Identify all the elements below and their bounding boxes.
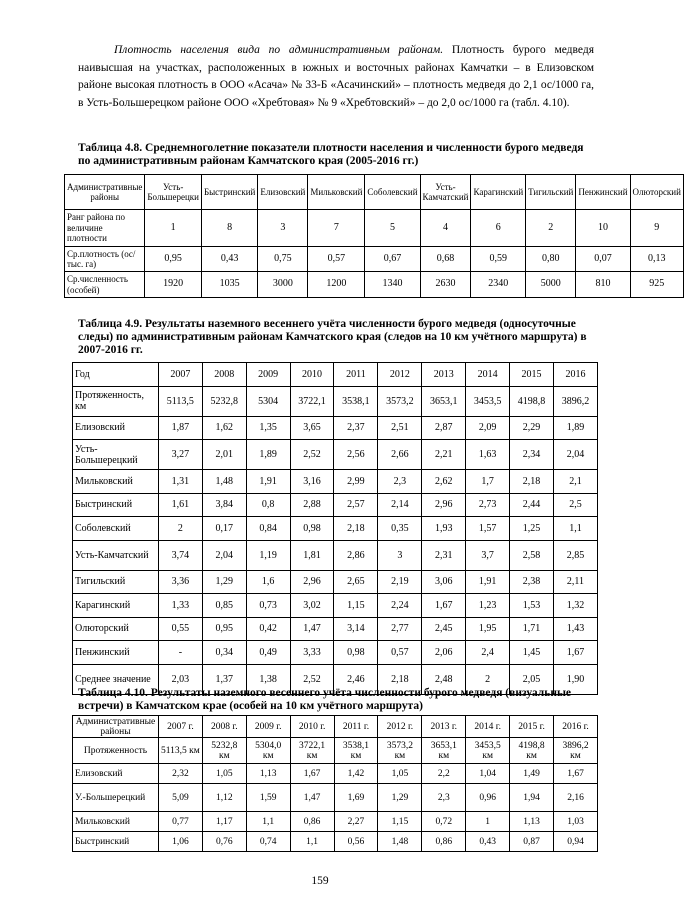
table-row <box>65 272 684 298</box>
table-row <box>65 210 684 247</box>
table-4-8-header-cell: Усть-Камчатский <box>420 175 471 210</box>
table-cell: 0,98 <box>334 641 378 665</box>
table-cell: 5 <box>365 210 420 247</box>
table-row <box>65 247 684 272</box>
table-cell: 6 <box>471 210 526 247</box>
table-row <box>73 812 598 832</box>
table-cell: 1,62 <box>202 416 246 440</box>
table-cell: 1,15 <box>334 594 378 618</box>
table-cell: 2,18 <box>334 517 378 541</box>
table-cell: 2,11 <box>554 570 598 594</box>
table-cell: 1,32 <box>554 594 598 618</box>
table-cell: 1,47 <box>290 617 334 641</box>
table-cell: 3453,5 <box>466 386 510 416</box>
table-cell: 1,29 <box>378 784 422 812</box>
table-4-8-header-cell: Олюторский <box>630 175 683 210</box>
table-cell: 1,04 <box>466 764 510 784</box>
table-cell: 0,43 <box>466 832 510 852</box>
table-cell: 3653,1 <box>422 386 466 416</box>
table-cell: 1,37 <box>202 664 246 694</box>
table-cell: 2,38 <box>510 570 554 594</box>
table-cell: 2,05 <box>510 664 554 694</box>
table-4-8-header-cell: Елизовский <box>258 175 308 210</box>
table-4-8-header-cell: Соболевский <box>365 175 420 210</box>
table-4-9-caption: Таблица 4.9. Результаты наземного весеннего учёта численности бурого медведя (односуточные следы) по административным районам Камчатского края (следов на 10 км учётного маршрута) в 2007-2016 гг. <box>78 318 587 356</box>
table-cell: 1,71 <box>510 617 554 641</box>
table-cell: 1,69 <box>334 784 378 812</box>
table-cell: 0,75 <box>258 247 308 272</box>
table-cell: 3,27 <box>158 440 202 470</box>
row-label: Усть-Камчатский <box>73 540 159 570</box>
table-cell: 0,95 <box>202 617 246 641</box>
table-cell: 1,1 <box>290 832 334 852</box>
row-label: Ср.численность (особей) <box>65 272 145 298</box>
table-cell: 2 <box>466 664 510 694</box>
table-cell: 0,87 <box>510 832 554 852</box>
table-cell: 3722,1 <box>290 386 334 416</box>
table-cell: 925 <box>630 272 683 298</box>
table-cell: 1,6 <box>246 570 290 594</box>
table-4-10-header-cell: 2007 г. <box>158 716 202 738</box>
table-cell: 1,1 <box>246 812 290 832</box>
table-4-10-header-row <box>73 716 598 738</box>
table-cell: 1,48 <box>378 832 422 852</box>
table-cell: 2,58 <box>510 540 554 570</box>
table-4-10-header-cell: 2015 г. <box>510 716 554 738</box>
table-cell: 0,57 <box>378 641 422 665</box>
table-cell: 2 <box>526 210 576 247</box>
table-cell: 1,45 <box>510 641 554 665</box>
table-4-10-header-cell: 2008 г. <box>202 716 246 738</box>
table-cell: 1,63 <box>466 440 510 470</box>
table-cell: 0,85 <box>202 594 246 618</box>
table-cell: 1,13 <box>510 812 554 832</box>
table-cell: 2,66 <box>378 440 422 470</box>
table-cell: 2,99 <box>334 470 378 494</box>
table-cell: 5113,5 <box>158 386 202 416</box>
row-label: Олюторский <box>73 617 159 641</box>
table-cell: 810 <box>576 272 630 298</box>
table-cell: 0,68 <box>420 247 471 272</box>
row-label: Протяженность <box>73 738 159 764</box>
table-cell: 1920 <box>145 272 202 298</box>
table-4-9-header-cell: Год <box>73 363 159 387</box>
table-cell: 5000 <box>526 272 576 298</box>
table-row <box>73 517 598 541</box>
table-cell: 2,18 <box>378 664 422 694</box>
table-cell: 0,73 <box>246 594 290 618</box>
table-cell: 2,46 <box>334 664 378 694</box>
table-row <box>73 440 598 470</box>
table-cell: 7 <box>308 210 365 247</box>
table-4-9-header-cell: 2016 <box>554 363 598 387</box>
table-cell: 2,16 <box>554 784 598 812</box>
table-cell: 2,04 <box>202 540 246 570</box>
table-cell: 4198,8 <box>510 386 554 416</box>
table-cell: 2,09 <box>466 416 510 440</box>
table-cell: 0,59 <box>471 247 526 272</box>
table-cell: 2,65 <box>334 570 378 594</box>
table-cell: 3,84 <box>202 493 246 517</box>
table-cell: 0,55 <box>158 617 202 641</box>
table-cell: 1,91 <box>466 570 510 594</box>
table-4-10-caption: Таблица 4.10. Результаты наземного весеннего учёта численности бурого медведя (визуальные встречи) в Камчатском крае (особей на 10 км учётного маршрута) <box>78 687 572 712</box>
table-cell: 3,74 <box>158 540 202 570</box>
table-cell: 3000 <box>258 272 308 298</box>
table-cell: 1,29 <box>202 570 246 594</box>
table-cell: 1,06 <box>158 832 202 852</box>
table-cell: 1,59 <box>246 784 290 812</box>
table-cell: 2,44 <box>510 493 554 517</box>
table-cell: 2,57 <box>334 493 378 517</box>
table-cell: 1,03 <box>554 812 598 832</box>
table-cell: 0,80 <box>526 247 576 272</box>
intro-text: Плотность бурого медведя наивысшая на участках, расположенных в южных и восточных районах Камчатки – в Елизовском районе высокая плотность в ООО «Асача» № 33-Б «Асачинский» – плотность медведя до 2,1 ос/1000 га, в Усть-Большерецком районе ООО «Хребтовая» № 9 «Хребтовский» – до 2,0 ос/1000 га (табл. 4.10). <box>78 44 594 109</box>
table-cell: 0,35 <box>378 517 422 541</box>
table-cell: 3,7 <box>466 540 510 570</box>
table-cell: 1340 <box>365 272 420 298</box>
table-cell: 2,18 <box>510 470 554 494</box>
table-cell: 2,45 <box>422 617 466 641</box>
table-row <box>73 470 598 494</box>
page-number: 159 <box>311 875 329 887</box>
table-cell: 2,4 <box>466 641 510 665</box>
table-cell: 2,48 <box>422 664 466 694</box>
table-cell: 2,06 <box>422 641 466 665</box>
table-cell: 1,43 <box>554 617 598 641</box>
table-4-8-header-cell: Тигильский <box>526 175 576 210</box>
row-label: Соболевский <box>73 517 159 541</box>
table-cell: 2,29 <box>510 416 554 440</box>
table-cell: 0,8 <box>246 493 290 517</box>
table-cell: 2,04 <box>554 440 598 470</box>
table-cell: 1,19 <box>246 540 290 570</box>
table-cell: 1,42 <box>334 764 378 784</box>
table-cell: 2 <box>158 517 202 541</box>
table-cell: 1,61 <box>158 493 202 517</box>
table-cell: 2,51 <box>378 416 422 440</box>
table-cell: 2,3 <box>378 470 422 494</box>
table-row <box>73 493 598 517</box>
table-4-9-header-cell: 2013 <box>422 363 466 387</box>
table-4-10-header-cell: 2010 г. <box>290 716 334 738</box>
table-cell: 1,53 <box>510 594 554 618</box>
table-cell: 0,43 <box>201 247 257 272</box>
table-cell: 1,47 <box>290 784 334 812</box>
table-cell: 3 <box>378 540 422 570</box>
table-cell: 0,86 <box>422 832 466 852</box>
table-cell: 1,17 <box>202 812 246 832</box>
table-4-9 <box>72 362 598 695</box>
table-cell: 0,74 <box>246 832 290 852</box>
table-cell: 3896,2 км <box>554 738 598 764</box>
table-cell: 2,27 <box>334 812 378 832</box>
table-cell: 1,35 <box>246 416 290 440</box>
table-cell: 1,15 <box>378 812 422 832</box>
table-cell: 1,93 <box>422 517 466 541</box>
table-cell: 3,36 <box>158 570 202 594</box>
table-cell: 1,49 <box>510 764 554 784</box>
table-cell: 0,17 <box>202 517 246 541</box>
table-cell: 3722,1 км <box>290 738 334 764</box>
table-cell: 3,14 <box>334 617 378 641</box>
table-cell: 3538,1 <box>334 386 378 416</box>
table-cell: 5113,5 км <box>158 738 202 764</box>
table-cell: 1,13 <box>246 764 290 784</box>
table-cell: 1200 <box>308 272 365 298</box>
table-4-10-header-cell: 2014 г. <box>466 716 510 738</box>
table-cell: 2,24 <box>378 594 422 618</box>
row-label: Протяженность, км <box>73 386 159 416</box>
table-row <box>73 594 598 618</box>
row-label: Быстринский <box>73 493 159 517</box>
table-cell: 1,95 <box>466 617 510 641</box>
table-4-10-header-cell: Административные районы <box>73 716 159 738</box>
table-cell: 3653,1 км <box>422 738 466 764</box>
table-cell: 2,73 <box>466 493 510 517</box>
table-cell: 1,91 <box>246 470 290 494</box>
table-cell: 1,31 <box>158 470 202 494</box>
table-cell: 2,2 <box>422 764 466 784</box>
table-cell: 1,33 <box>158 594 202 618</box>
table-cell: 0,96 <box>466 784 510 812</box>
row-label: Мильковский <box>73 470 159 494</box>
row-label: Ранг района по величине плотности <box>65 210 145 247</box>
table-cell: 4198,8 км <box>510 738 554 764</box>
table-cell: 0,42 <box>246 617 290 641</box>
table-4-10-header-cell: 2012 г. <box>378 716 422 738</box>
table-4-8 <box>64 174 684 298</box>
table-row <box>73 540 598 570</box>
table-cell: 0,67 <box>365 247 420 272</box>
table-cell: 2,32 <box>158 764 202 784</box>
table-cell: 2,37 <box>334 416 378 440</box>
table-cell: 2,77 <box>378 617 422 641</box>
row-label: Быстринский <box>73 832 159 852</box>
table-4-8-header-cell: Усть-Большерецки <box>145 175 202 210</box>
table-cell: 2,52 <box>290 440 334 470</box>
table-cell: 0,77 <box>158 812 202 832</box>
table-cell: 1,38 <box>246 664 290 694</box>
table-cell: 2,96 <box>290 570 334 594</box>
table-cell: 1,94 <box>510 784 554 812</box>
table-cell: 0,84 <box>246 517 290 541</box>
table-cell: 2,3 <box>422 784 466 812</box>
row-label: У.-Большерецкий <box>73 784 159 812</box>
table-cell: 1,7 <box>466 470 510 494</box>
table-cell: 0,56 <box>334 832 378 852</box>
table-row <box>73 832 598 852</box>
table-4-9-header-cell: 2014 <box>466 363 510 387</box>
table-cell: 2,1 <box>554 470 598 494</box>
table-cell: 5232,8 км <box>202 738 246 764</box>
table-cell: 3573,2 км <box>378 738 422 764</box>
table-cell: 2,03 <box>158 664 202 694</box>
table-cell: 1,23 <box>466 594 510 618</box>
table-cell: 3,16 <box>290 470 334 494</box>
table-cell: 1,67 <box>422 594 466 618</box>
table-cell: 2,88 <box>290 493 334 517</box>
table-cell: 3,06 <box>422 570 466 594</box>
table-cell: 0,95 <box>145 247 202 272</box>
table-cell: 3573,2 <box>378 386 422 416</box>
table-4-8-header-cell: Карагинский <box>471 175 526 210</box>
table-cell: 2,62 <box>422 470 466 494</box>
table-cell: 0,49 <box>246 641 290 665</box>
table-cell: 0,86 <box>290 812 334 832</box>
table-cell: 3 <box>258 210 308 247</box>
table-cell: - <box>158 641 202 665</box>
table-cell: 3,33 <box>290 641 334 665</box>
table-cell: 5232,8 <box>202 386 246 416</box>
table-4-9-header-cell: 2015 <box>510 363 554 387</box>
row-label: Тигильский <box>73 570 159 594</box>
table-cell: 0,94 <box>554 832 598 852</box>
table-row <box>73 570 598 594</box>
table-4-8-header-cell: Пенжинский <box>576 175 630 210</box>
table-cell: 9 <box>630 210 683 247</box>
row-label: Усть-Большерецкий <box>73 440 159 470</box>
table-cell: 2,52 <box>290 664 334 694</box>
row-label: Мильковский <box>73 812 159 832</box>
table-cell: 2,21 <box>422 440 466 470</box>
table-cell: 2,31 <box>422 540 466 570</box>
table-cell: 1,1 <box>554 517 598 541</box>
table-4-9-header-cell: 2007 <box>158 363 202 387</box>
table-cell: 10 <box>576 210 630 247</box>
table-cell: 2340 <box>471 272 526 298</box>
table-cell: 0,57 <box>308 247 365 272</box>
table-4-10-header-cell: 2011 г. <box>334 716 378 738</box>
table-cell: 0,72 <box>422 812 466 832</box>
table-cell: 1,67 <box>554 641 598 665</box>
table-4-9-header-cell: 2010 <box>290 363 334 387</box>
table-4-9-header-cell: 2009 <box>246 363 290 387</box>
table-cell: 1,89 <box>554 416 598 440</box>
table-4-10-header-cell: 2009 г. <box>246 716 290 738</box>
table-4-10-header-cell: 2013 г. <box>422 716 466 738</box>
table-cell: 2,85 <box>554 540 598 570</box>
table-cell: 0,34 <box>202 641 246 665</box>
table-cell: 1,90 <box>554 664 598 694</box>
table-cell: 2,14 <box>378 493 422 517</box>
table-4-9-header-cell: 2008 <box>202 363 246 387</box>
table-cell: 1035 <box>201 272 257 298</box>
row-label: Ср.плотность (ос/тыс. га) <box>65 247 145 272</box>
table-cell: 1 <box>145 210 202 247</box>
row-label: Пенжинский <box>73 641 159 665</box>
table-row <box>73 641 598 665</box>
table-cell: 2,01 <box>202 440 246 470</box>
table-4-9-header-row <box>73 363 598 387</box>
table-4-8-caption: Таблица 4.8. Среднемноголетние показатели плотности населения и численности бурого медведя по административным районам Камчатского края (2005-2016 гг.) <box>78 142 584 167</box>
table-cell: 1,81 <box>290 540 334 570</box>
table-4-8-header-cell: Мильковский <box>308 175 365 210</box>
table-cell: 2,56 <box>334 440 378 470</box>
table-cell: 2,19 <box>378 570 422 594</box>
row-label: Карагинский <box>73 594 159 618</box>
table-cell: 2,96 <box>422 493 466 517</box>
table-4-8-header-cell: Быстринский <box>201 175 257 210</box>
table-cell: 1,48 <box>202 470 246 494</box>
table-4-10 <box>72 715 598 852</box>
table-cell: 0,76 <box>202 832 246 852</box>
table-cell: 3,65 <box>290 416 334 440</box>
table-cell: 1 <box>466 812 510 832</box>
table-cell: 1,67 <box>554 764 598 784</box>
table-cell: 3453,5 км <box>466 738 510 764</box>
table-row <box>73 738 598 764</box>
table-cell: 4 <box>420 210 471 247</box>
table-cell: 1,87 <box>158 416 202 440</box>
table-cell: 5304,0 км <box>246 738 290 764</box>
table-4-8-header-cell: Административные районы <box>65 175 145 210</box>
table-cell: 1,67 <box>290 764 334 784</box>
table-cell: 5,09 <box>158 784 202 812</box>
table-cell: 8 <box>201 210 257 247</box>
row-label: Среднее значение <box>73 664 159 694</box>
table-cell: 0,98 <box>290 517 334 541</box>
table-cell: 5304 <box>246 386 290 416</box>
table-row <box>73 416 598 440</box>
table-cell: 1,05 <box>202 764 246 784</box>
table-cell: 1,05 <box>378 764 422 784</box>
table-cell: 1,25 <box>510 517 554 541</box>
table-cell: 0,07 <box>576 247 630 272</box>
table-cell: 1,89 <box>246 440 290 470</box>
table-cell: 0,13 <box>630 247 683 272</box>
table-cell: 2630 <box>420 272 471 298</box>
intro-paragraph <box>78 42 594 112</box>
table-cell: 2,5 <box>554 493 598 517</box>
table-cell: 3,02 <box>290 594 334 618</box>
table-4-8-header-row <box>65 175 684 210</box>
row-label: Елизовский <box>73 764 159 784</box>
table-row <box>73 764 598 784</box>
intro-italic-lead: Плотность населения вида по административным районам. <box>114 44 444 56</box>
table-row <box>73 784 598 812</box>
table-cell: 1,12 <box>202 784 246 812</box>
table-cell: 3538,1 км <box>334 738 378 764</box>
table-row <box>73 386 598 416</box>
table-cell: 2,86 <box>334 540 378 570</box>
table-4-10-header-cell: 2016 г. <box>554 716 598 738</box>
table-cell: 1,57 <box>466 517 510 541</box>
table-cell: 2,87 <box>422 416 466 440</box>
table-4-9-header-cell: 2012 <box>378 363 422 387</box>
table-row <box>73 617 598 641</box>
table-cell: 3896,2 <box>554 386 598 416</box>
row-label: Елизовский <box>73 416 159 440</box>
table-cell: 2,34 <box>510 440 554 470</box>
table-4-9-header-cell: 2011 <box>334 363 378 387</box>
